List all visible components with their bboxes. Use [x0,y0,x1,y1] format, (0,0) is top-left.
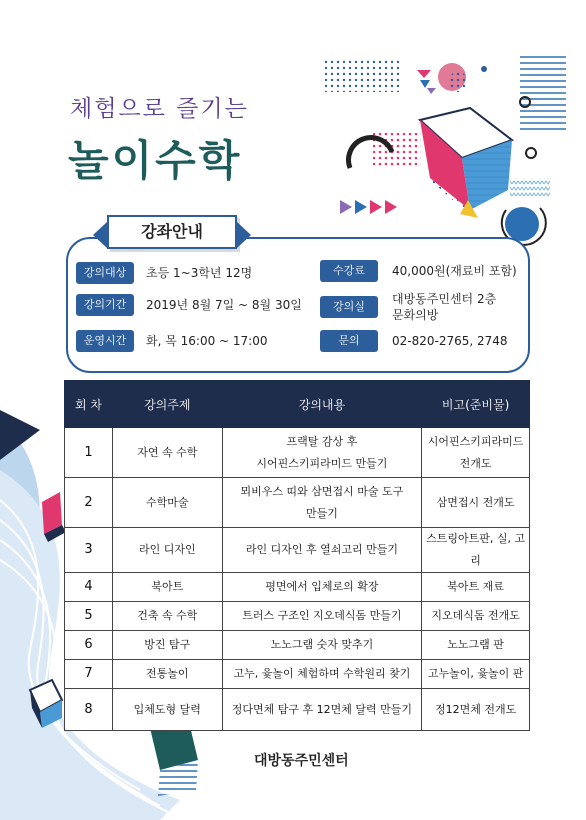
schedule-table [64,380,530,731]
label-period: 강의기간 [76,294,134,316]
session-number: 4 [65,573,113,602]
session-topic: 입체도형 달력 [112,689,222,731]
content-line: 만들기 [305,506,338,520]
session-topic: 수학마술 [112,478,222,528]
session-note: 스트링아트판, 실, 고리 [422,528,530,573]
session-content: 평면에서 입체로의 확장 [222,573,422,602]
content-line: 시어핀스키피라미드 만들기 [256,456,388,470]
session-number: 2 [65,478,113,528]
ribbon-left [93,222,107,248]
session-topic: 전통놀이 [112,660,222,689]
value-contact: 02-820-2765, 2748 [392,334,508,348]
table-row [65,602,530,631]
session-topic: 북아트 [112,573,222,602]
table-row [65,573,530,602]
table-row [65,689,530,731]
content-line: 뫼비우스 띠와 삼면접시 마술 도구 [240,484,404,498]
value-fee: 40,000원(재료비 포함) [392,264,517,278]
course-info-heading [107,215,237,249]
value-room-line1: 대방동주민센터 2층 [392,292,497,306]
table-header-row [65,381,530,428]
poster-subtitle: 체험으로 즐기는 [70,96,249,122]
note-line: 시어핀스키피라미드 [427,434,524,448]
organizer-name: 대방동주민센터 [254,753,349,769]
session-content: 트러스 구조인 지오데식돔 만들기 [222,602,422,631]
session-content [222,428,422,478]
session-number: 1 [65,428,113,478]
poster-title: 놀이수학 [68,136,243,185]
value-hours: 화, 목 16:00 ~ 17:00 [146,334,268,348]
content-line: 프랙탈 감상 후 [286,434,358,448]
session-content: 라인 디자인 후 열쇠고리 만들기 [222,528,422,573]
label-fee: 수강료 [320,260,378,282]
session-topic: 라인 디자인 [112,528,222,573]
session-content: 고누, 윷놀이 체험하며 수학원리 찾기 [222,660,422,689]
label-target: 강의대상 [76,262,134,284]
label-room: 강의실 [320,296,378,318]
header-session: 회 차 [65,381,113,428]
table-row [65,631,530,660]
session-content: 정다면체 탐구 후 12면체 달력 만들기 [222,689,422,731]
session-number: 3 [65,528,113,573]
header-content: 강의내용 [222,381,422,428]
table-row [65,528,530,573]
value-target: 초등 1~3학년 12명 [146,266,253,280]
table-row [65,478,530,528]
session-note: 지오데식돔 전개도 [422,602,530,631]
session-note [422,428,530,478]
session-number: 8 [65,689,113,731]
session-topic: 건축 속 수학 [112,602,222,631]
label-contact: 문의 [320,330,378,352]
course-info-heading-text: 강좌안내 [141,222,203,241]
session-topic: 방진 탐구 [112,631,222,660]
value-period: 2019년 8월 7일 ~ 8월 30일 [146,298,302,312]
session-number: 6 [65,631,113,660]
session-number: 5 [65,602,113,631]
session-note: 북아트 재료 [422,573,530,602]
header-note: 비고(준비물) [422,381,530,428]
value-room [392,291,496,323]
table-row [65,660,530,689]
note-line: 전개도 [459,456,492,470]
session-content [222,478,422,528]
session-content: 노노그램 숫자 맞추기 [222,631,422,660]
session-topic: 자연 속 수학 [112,428,222,478]
header-topic: 강의주제 [112,381,222,428]
session-note: 고누놀이, 윷놀이 판 [422,660,530,689]
session-number: 7 [65,660,113,689]
ribbon-right [237,222,251,248]
table-row [65,428,530,478]
session-note: 노노그램 판 [422,631,530,660]
session-note: 정12면체 전개도 [422,689,530,731]
session-note: 삼면접시 전개도 [422,478,530,528]
value-room-line2: 문화의방 [392,308,439,322]
label-hours: 운영시간 [76,330,134,352]
